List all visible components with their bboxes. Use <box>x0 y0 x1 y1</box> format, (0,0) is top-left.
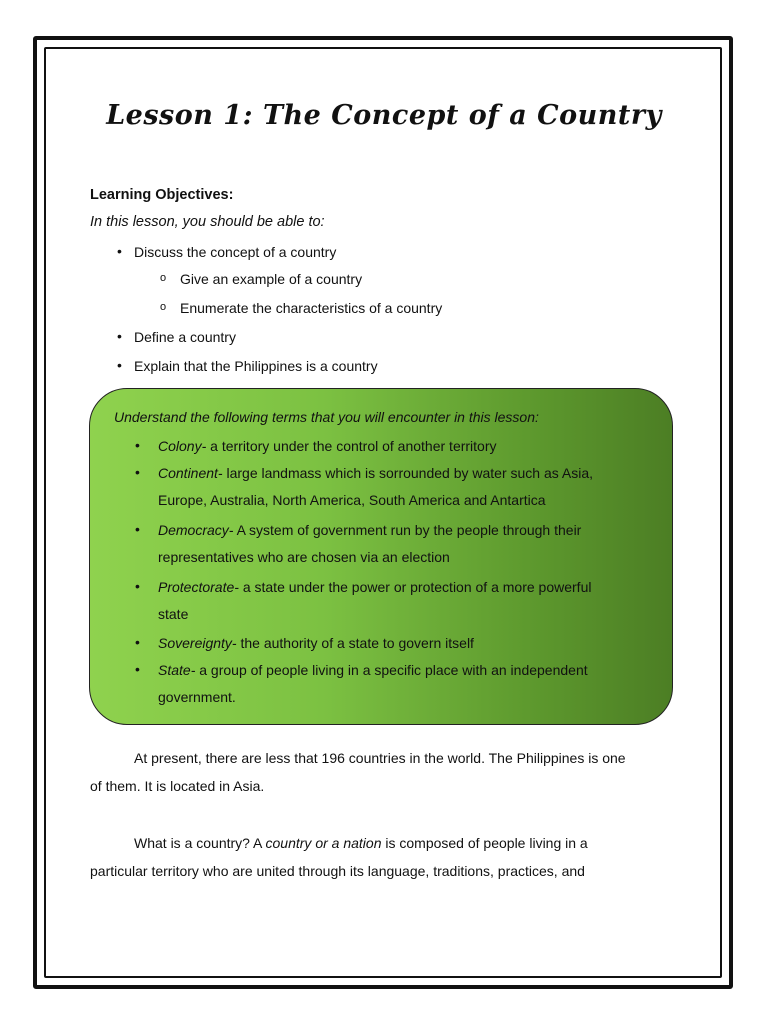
term-definition-cont: government. <box>158 689 236 705</box>
objectives-heading: Learning Objectives: <box>90 187 234 203</box>
term-item <box>158 522 581 538</box>
term-definition: a territory under the control of another territory <box>206 438 497 454</box>
lesson-title: Lesson 1: The Concept of a Country <box>106 100 662 131</box>
term-item <box>158 579 591 595</box>
sub-bullet-icon: o <box>160 272 167 284</box>
paragraph-1-line-2: of them. It is located in Asia. <box>90 778 265 794</box>
terms-box <box>89 388 673 725</box>
objective-item: Explain that the Philippines is a country <box>134 358 378 374</box>
objective-item: Discuss the concept of a country <box>134 244 337 260</box>
term-name: State- <box>158 662 196 678</box>
sub-bullet-icon: o <box>160 301 167 313</box>
term-definition: a group of people living in a specific place with an independent <box>195 662 588 678</box>
bullet-icon: • <box>135 661 140 677</box>
term-name: Continent- <box>158 465 223 481</box>
objective-item: Define a country <box>134 329 236 345</box>
paragraph-2-line-1 <box>134 835 588 851</box>
term-name: Colony- <box>158 438 207 454</box>
term-definition: the authority of a state to govern itself <box>236 635 474 651</box>
bullet-icon: • <box>135 521 140 537</box>
term-definition-cont: Europe, Australia, North America, South America and Antartica <box>158 492 546 508</box>
objective-subitem: Enumerate the characteristics of a country <box>180 300 443 316</box>
objectives-intro: In this lesson, you should be able to: <box>90 214 325 230</box>
term-definition: A system of government run by the people through their <box>233 522 582 538</box>
term-item <box>158 438 497 454</box>
paragraph-1-line-1: At present, there are less that 196 countries in the world. The Philippines is one <box>134 750 626 766</box>
term-name: Democracy- <box>158 522 234 538</box>
paragraph-text: is composed of people living in a <box>381 835 588 851</box>
term-name: Sovereignty- <box>158 635 237 651</box>
bullet-icon: • <box>135 464 140 480</box>
objective-subitem: Give an example of a country <box>180 271 363 287</box>
bullet-icon: • <box>135 578 140 594</box>
term-item <box>158 635 474 651</box>
emphasized-term: country or a nation <box>265 835 382 851</box>
term-item <box>158 465 593 481</box>
term-definition-cont: representatives who are chosen via an election <box>158 549 450 565</box>
paragraph-2-line-2: particular territory who are united through its language, traditions, practices, and <box>90 863 585 879</box>
terms-intro: Understand the following terms that you will encounter in this lesson: <box>114 409 539 425</box>
term-definition-cont: state <box>158 606 189 622</box>
term-name: Protectorate- <box>158 579 239 595</box>
term-definition: a state under the power or protection of a more powerful <box>238 579 592 595</box>
paragraph-text: What is a country? A <box>134 835 266 851</box>
bullet-icon: • <box>135 634 140 650</box>
bullet-icon: • <box>135 437 140 453</box>
bullet-icon: • <box>117 357 122 373</box>
term-item <box>158 662 588 678</box>
bullet-icon: • <box>117 243 122 259</box>
bullet-icon: • <box>117 328 122 344</box>
term-definition: large landmass which is sorrounded by water such as Asia, <box>222 465 593 481</box>
